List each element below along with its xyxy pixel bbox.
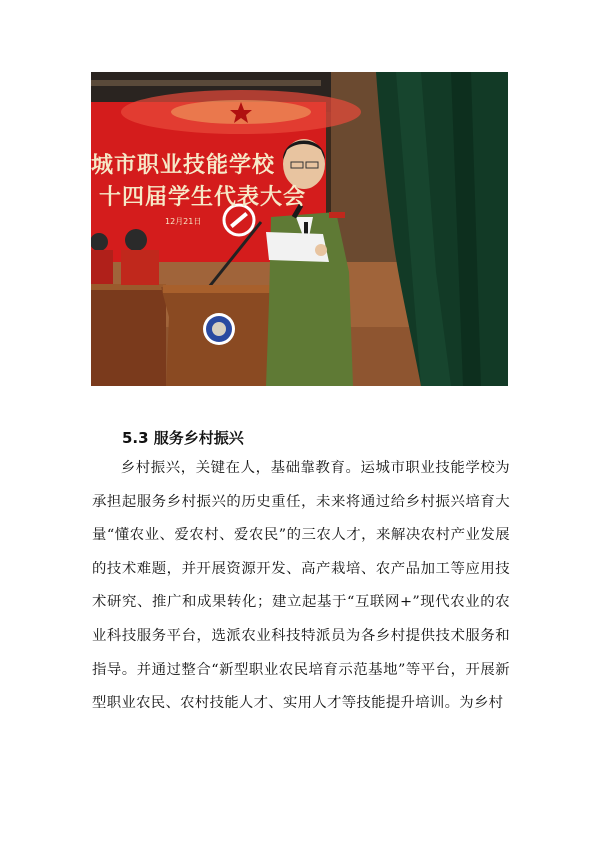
banner-line-2: 十四届学生代表大会 xyxy=(99,185,307,210)
banner-date: 12月21日 xyxy=(165,217,202,226)
event-photo-scene xyxy=(91,72,508,386)
section-paragraph: 乡村振兴，关键在人，基础靠教育。运城市职业技能学校为承担起服务乡村振兴的历史重任，未来将通过给乡村振兴培育大量“懂农业、爱农村、爱农民”的三农人才，来解决农村产业发展的技术难题，并开展资源开发、高产栽培、农产品加工等应用技术研究、推广和成果转化；建立起基于“互联网+”现代农业的农业科技服务平台，选派农业科技特派员为各乡村提供技术服务和指导。并通过整合“新型职业农民培育示范基地”等平台，开展新型职业农民、农村技能人才、实用人才等技能提升培训。为乡村 xyxy=(92,460,510,712)
section-heading: 5.3 服务乡村振兴 xyxy=(122,429,244,447)
banner-line-1: 城市职业技能学校 xyxy=(91,153,276,178)
event-photo xyxy=(91,72,508,386)
